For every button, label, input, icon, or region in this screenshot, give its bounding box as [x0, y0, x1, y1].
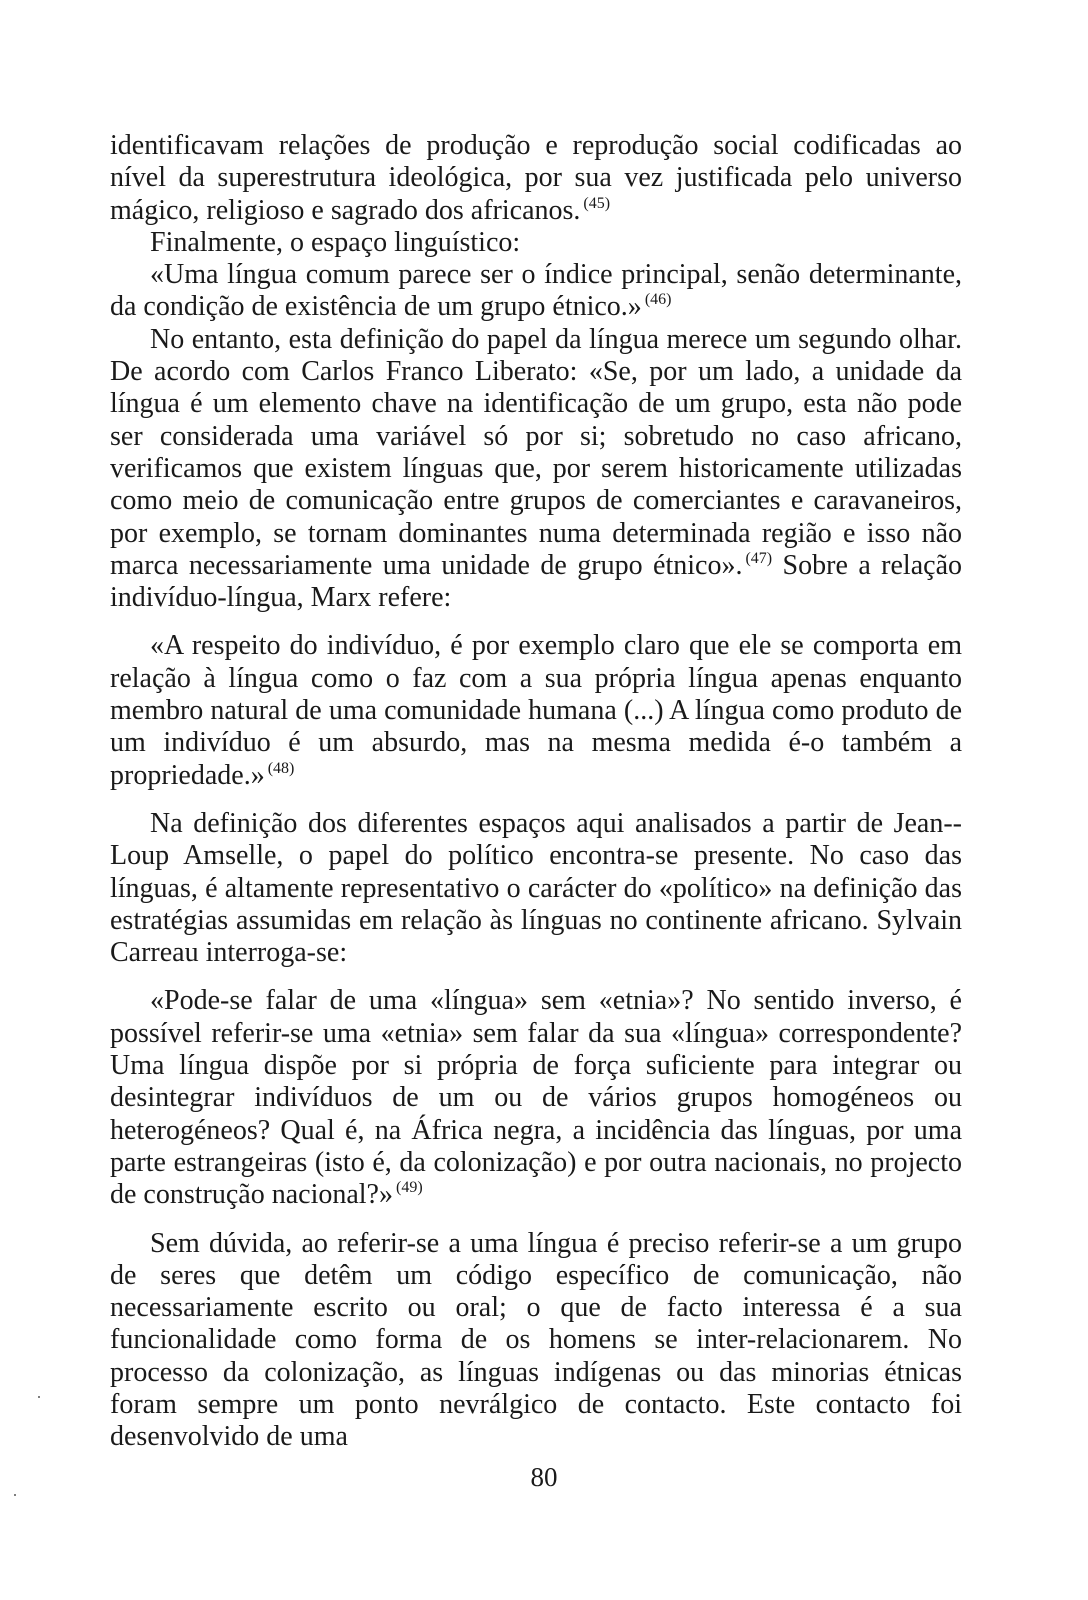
quote-paragraph: «Uma língua comum parece ser o índice principal, senão determinante, da condição de existência de um grupo étnico.» $^{(46)}$ [110, 259, 962, 323]
footnote-ref: (49) [395, 1179, 423, 1197]
footnote-ref: (48) [267, 759, 295, 777]
paragraph: Na definição dos diferentes espaços aqui analisados a partir de Jean--Loup Amselle, o papel do político encontra-se presente. No caso das línguas, é altamente representativo o carácter do «político» na definição das estratégias assumidas em relação às línguas no continente africano. Sylvain Carreau interroga-se: [110, 807, 962, 969]
block-quote: «Pode-se falar de uma «língua» sem «etnia»? No sentido inverso, é possível referir-se uma «etnia» sem falar da sua «língua» correspondente? Uma língua dispõe por si própria de força suficiente para integrar ou desintegrar indivíduos de um ou de vários grupos homogéneos ou heterogéneos? Qual é, na África negra, a incidência das línguas, por uma parte estrangeiras (isto é, da colonização) e por outra nacionais, no projecto de construção nacional?» $^{(49)}$ [110, 985, 962, 1211]
footnote-ref: (45) [583, 194, 611, 212]
body-text [110, 130, 962, 1454]
paragraph: No entanto, esta definição do papel da língua merece um segundo olhar. De acordo com Carlos Franco Liberato: «Se, por um lado, a unidade da língua é um elemento chave na identificação de um grupo, esta não pode ser considerada uma variável só por si; sobretudo no caso africano, verificamos que existem línguas que, por serem historicamente utilizadas como meio de comunicação entre grupos de comerciantes e caravaneiros, por exemplo, se tornam dominantes numa determinada região e isso não marca necessariamente uma unidade de grupo étnico». $^{(47)}$ Sobre a relação indivíduo-língua, Marx refere: [110, 323, 962, 614]
block-quote: «A respeito do indivíduo, é por exemplo claro que ele se comporta em relação à língua como o faz com a sua própria língua apenas enquanto membro natural de uma comunidade humana (...) A língua como produto de um indivíduo é um absurdo, mas na mesma medida é-o também a propriedade.» $^{(48)}$ [110, 630, 962, 791]
paragraph: Finalmente, o espaço linguístico: [150, 226, 521, 258]
paragraph: identificavam relações de produção e reprodução social codificadas ao nível da superestrutura ideológica, por sua vez justificada pelo universo mágico, religioso e sagrado dos africanos. $^{(45)}$ [110, 130, 962, 226]
footnote-ref: (46) [644, 291, 672, 309]
footnote-ref: (47) [745, 549, 773, 567]
scan-speck [38, 1396, 40, 1398]
paragraph: Sem dúvida, ao referir-se a uma língua é preciso referir-se a um grupo de seres que detêm um código específico de comunicação, não necessariamente escrito ou oral; o que de facto interessa é a sua funcionalidade como forma de os homens se inter-relacionarem. No processo da colonização, as línguas indígenas ou das minorias étnicas foram sempre um ponto nevrálgico de contacto. Este contacto foi desenvolvido de uma [110, 1227, 962, 1453]
scan-speck [14, 1494, 16, 1496]
page-number: 80 [530, 1462, 558, 1492]
